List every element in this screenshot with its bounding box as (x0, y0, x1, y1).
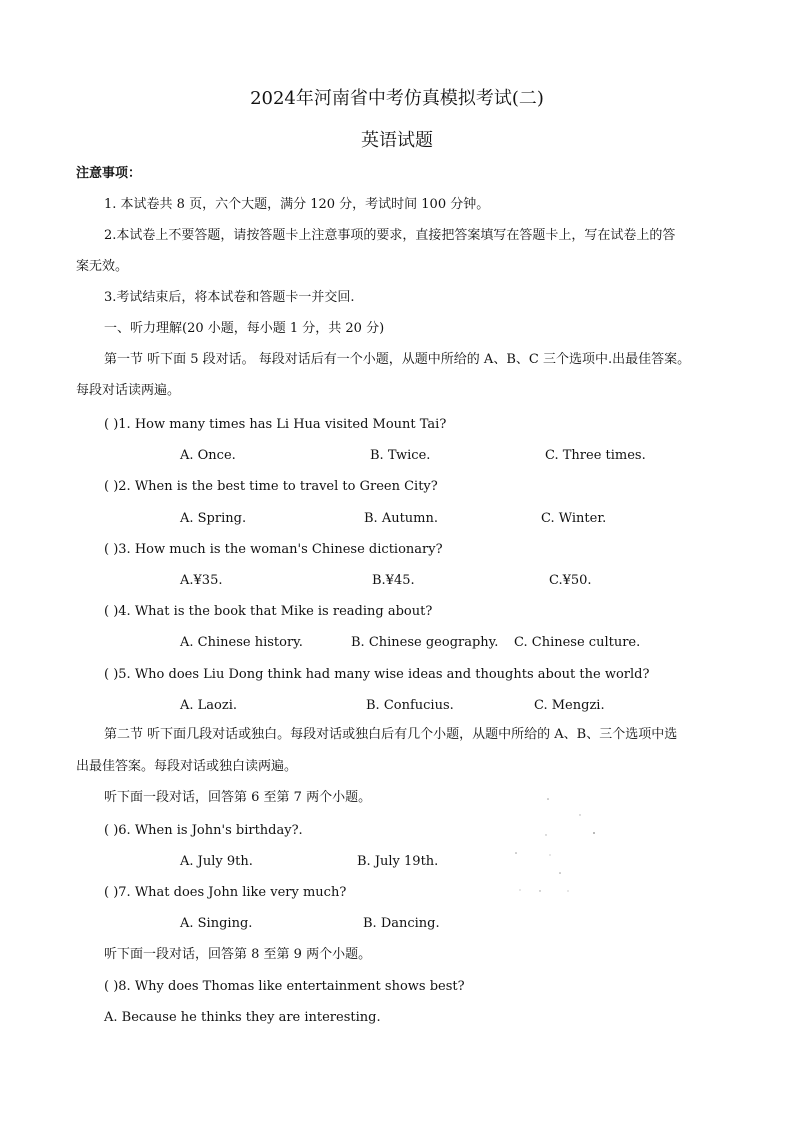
question-3 (104, 542, 443, 558)
part1-instruction-line2: 每段对话读两遍。 (76, 383, 181, 398)
q1-option-c: C. Three times. (545, 448, 646, 463)
q2-option-b: B. Autumn. (364, 511, 439, 526)
question-text: 7. What does John like very much? (118, 885, 347, 900)
q4-option-a: A. Chinese history. (180, 635, 303, 650)
section1-heading: 一、听力理解(20 小题，每小题 1 分，共 20 分) (104, 321, 385, 336)
question-text: 6. When is John's birthday?. (118, 823, 303, 838)
q4-option-c: C. Chinese culture. (514, 635, 641, 650)
group-instruction-8-9: 听下面一段对话，回答第 8 至第 9 两个小题。 (104, 947, 372, 962)
question-text: 1. How many times has Li Hua visited Mount Tai? (118, 417, 447, 432)
q5-option-a: A. Laozi. (180, 698, 238, 713)
q1-option-a: A. Once. (180, 448, 236, 463)
q8-option-a: A. Because he thinks they are interesting. (104, 1010, 381, 1025)
q3-option-c: C.¥50. (549, 573, 592, 588)
question-7 (104, 885, 346, 901)
question-text: 4. What is the book that Mike is reading about? (118, 604, 433, 619)
question-text: 3. How much is the woman's Chinese dictionary? (118, 542, 443, 557)
exam-title: 2024年河南省中考仿真模拟考试(二) (250, 88, 544, 109)
q7-option-b: B. Dancing. (363, 916, 440, 931)
answer-blank[interactable]: ( ) (104, 604, 119, 619)
notice-item-2-line2: 案无效。 (76, 259, 129, 274)
scan-specks-decoration (510, 795, 600, 895)
q4-option-b: B. Chinese geography. (351, 635, 499, 650)
q3-option-a: A.¥35. (180, 573, 223, 588)
answer-blank[interactable]: ( ) (104, 667, 119, 682)
q5-option-b: B. Confucius. (366, 698, 454, 713)
q6-option-a: A. July 9th. (180, 854, 253, 869)
q2-option-a: A. Spring. (180, 511, 247, 526)
notice-heading: 注意事项： (76, 166, 142, 181)
q2-option-c: C. Winter. (541, 511, 607, 526)
notice-item-1: 1. 本试卷共 8 页，六个大题，满分 120 分，考试时间 100 分钟。 (104, 197, 490, 212)
notice-item-3: 3.考试结束后，将本试卷和答题卡一并交回. (104, 290, 355, 305)
q3-option-b: B.¥45. (372, 573, 415, 588)
notice-item-2-line1: 2.本试卷上不要答题，请按答题卡上注意事项的要求，直接把答案填写在答题卡上，写在试卷上的答 (104, 228, 676, 243)
question-text: 5. Who does Liu Dong think had many wise ideas and thoughts about the world? (118, 667, 650, 682)
answer-blank[interactable]: ( ) (104, 979, 119, 994)
q1-option-b: B. Twice. (370, 448, 431, 463)
answer-blank[interactable]: ( ) (104, 885, 119, 900)
q7-option-a: A. Singing. (180, 916, 253, 931)
part1-instruction-line1: 第一节 听下面 5 段对话。 每段对话后有一个小题，从题中所给的 A、B、C 三个选项中.出最佳答案。 (104, 352, 691, 367)
question-5 (104, 667, 649, 683)
question-6 (104, 823, 303, 839)
exam-subtitle: 英语试题 (361, 130, 433, 151)
question-2 (104, 479, 438, 495)
question-4 (104, 604, 432, 620)
answer-blank[interactable]: ( ) (104, 823, 119, 838)
question-text: 2. When is the best time to travel to Green City? (118, 479, 438, 494)
answer-blank[interactable]: ( ) (104, 479, 119, 494)
group-instruction-6-7: 听下面一段对话，回答第 6 至第 7 两个小题。 (104, 790, 372, 805)
part2-instruction-line1: 第二节 听下面几段对话或独白。每段对话或独白后有几个小题，从题中所给的 A、B、三个选项中选 (104, 727, 678, 742)
answer-blank[interactable]: ( ) (104, 542, 119, 557)
question-1 (104, 417, 446, 433)
question-text: 8. Why does Thomas like entertainment shows best? (118, 979, 465, 994)
answer-blank[interactable]: ( ) (104, 417, 119, 432)
q6-option-b: B. July 19th. (357, 854, 439, 869)
q5-option-c: C. Mengzi. (534, 698, 605, 713)
question-8 (104, 979, 465, 995)
part2-instruction-line2: 出最佳答案。每段对话或独白读两遍。 (76, 759, 298, 774)
